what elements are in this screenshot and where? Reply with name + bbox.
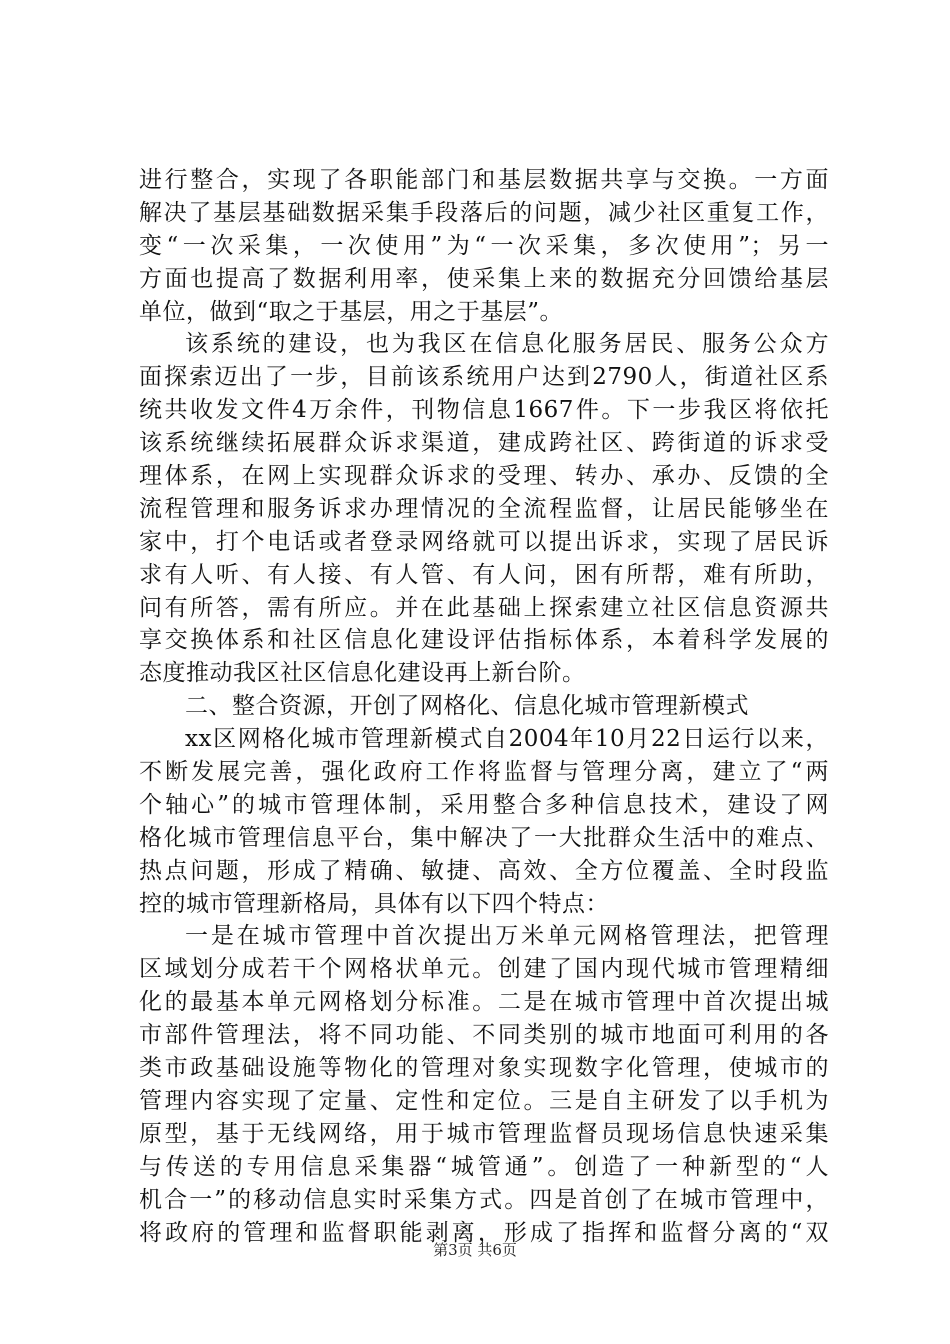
text-line: 享交换体系和社区信息化建设评估指标体系，本着科学发展的: [139, 627, 829, 654]
text-line: 市部件管理法，将不同功能、不同类别的城市地面可利用的各: [139, 1022, 829, 1049]
text-line: 类市政基础设施等物化的管理对象实现数字化管理，使城市的: [139, 1055, 829, 1082]
text-line: 进行整合，实现了各职能部门和基层数据共享与交换。一方面: [139, 167, 829, 193]
text-line: 原型，基于无线网络，用于城市管理监督员现场信息快速采集: [139, 1120, 829, 1147]
text-line: 流程管理和服务诉求办理情况的全流程监督，让居民能够坐在: [139, 495, 829, 522]
text-line: 格化城市管理信息平台，集中解决了一大批群众生活中的难点、: [139, 824, 829, 851]
text-line: 热点问题，形成了精确、敏捷、高效、全方位覆盖、全时段监: [139, 857, 829, 884]
text-line: 求有人听、有人接、有人管、有人问，困有所帮，难有所助，: [139, 561, 829, 588]
text-line: 方面也提高了数据利用率，使采集上来的数据充分回馈给基层: [139, 265, 829, 292]
text-line: 统共收发文件4万余件，刊物信息1667件。下一步我区将依托: [139, 397, 829, 424]
text-line: 管理内容实现了定量、定性和定位。三是自主研发了以手机为: [139, 1087, 829, 1114]
text-line: 变“一次采集，一次使用”为“一次采集，多次使用”；另一: [139, 232, 829, 259]
text-line: 二、整合资源，开创了网格化、信息化城市管理新模式: [185, 693, 749, 720]
text-line: 单位，做到“取之于基层，用之于基层”。: [139, 298, 564, 325]
text-line: 与传送的专用信息采集器“城管通”。创造了一种新型的“人: [139, 1153, 829, 1180]
text-line: 面探索迈出了一步，目前该系统用户达到2790人，街道社区系: [139, 364, 829, 391]
text-line: 该系统继续拓展群众诉求渠道，建成跨社区、跨街道的诉求受: [139, 430, 829, 457]
page-footer: 第3页 共6页: [433, 1241, 517, 1259]
text-line: 解决了基层基础数据采集手段落后的问题，减少社区重复工作，: [139, 199, 829, 226]
text-line: 理体系，在网上实现群众诉求的受理、转办、承办、反馈的全: [139, 463, 829, 490]
text-line: 该系统的建设，也为我区在信息化服务居民、服务公众方: [185, 331, 829, 358]
text-line: xx区网格化城市管理新模式自2004年10月22日运行以来，: [185, 726, 829, 753]
text-line: 将政府的管理和监督职能剥离，形成了指挥和监督分离的“双: [139, 1219, 829, 1246]
text-line: 个轴心”的城市管理体制，采用整合多种信息技术，建设了网: [139, 791, 829, 818]
text-line: 控的城市管理新格局，具体有以下四个特点：: [139, 890, 609, 917]
text-line: 态度推动我区社区信息化建设再上新台阶。: [139, 660, 586, 687]
text-line: 化的最基本单元网格划分标准。二是在城市管理中首次提出城: [139, 989, 829, 1016]
text-line: 区域划分成若干个网格状单元。创建了国内现代城市管理精细: [139, 956, 829, 983]
text-line: 不断发展完善，强化政府工作将监督与管理分离，建立了“两: [139, 759, 829, 786]
text-line: 一是在城市管理中首次提出万米单元网格管理法，把管理: [185, 923, 829, 950]
text-line: 问有所答，需有所应。并在此基础上探索建立社区信息资源共: [139, 594, 829, 621]
text-line: 家中，打个电话或者登录网络就可以提出诉求，实现了居民诉: [139, 528, 829, 555]
body-text: [139, 164, 829, 1249]
text-line: 机合一”的移动信息实时采集方式。四是首创了在城市管理中，: [139, 1186, 829, 1213]
